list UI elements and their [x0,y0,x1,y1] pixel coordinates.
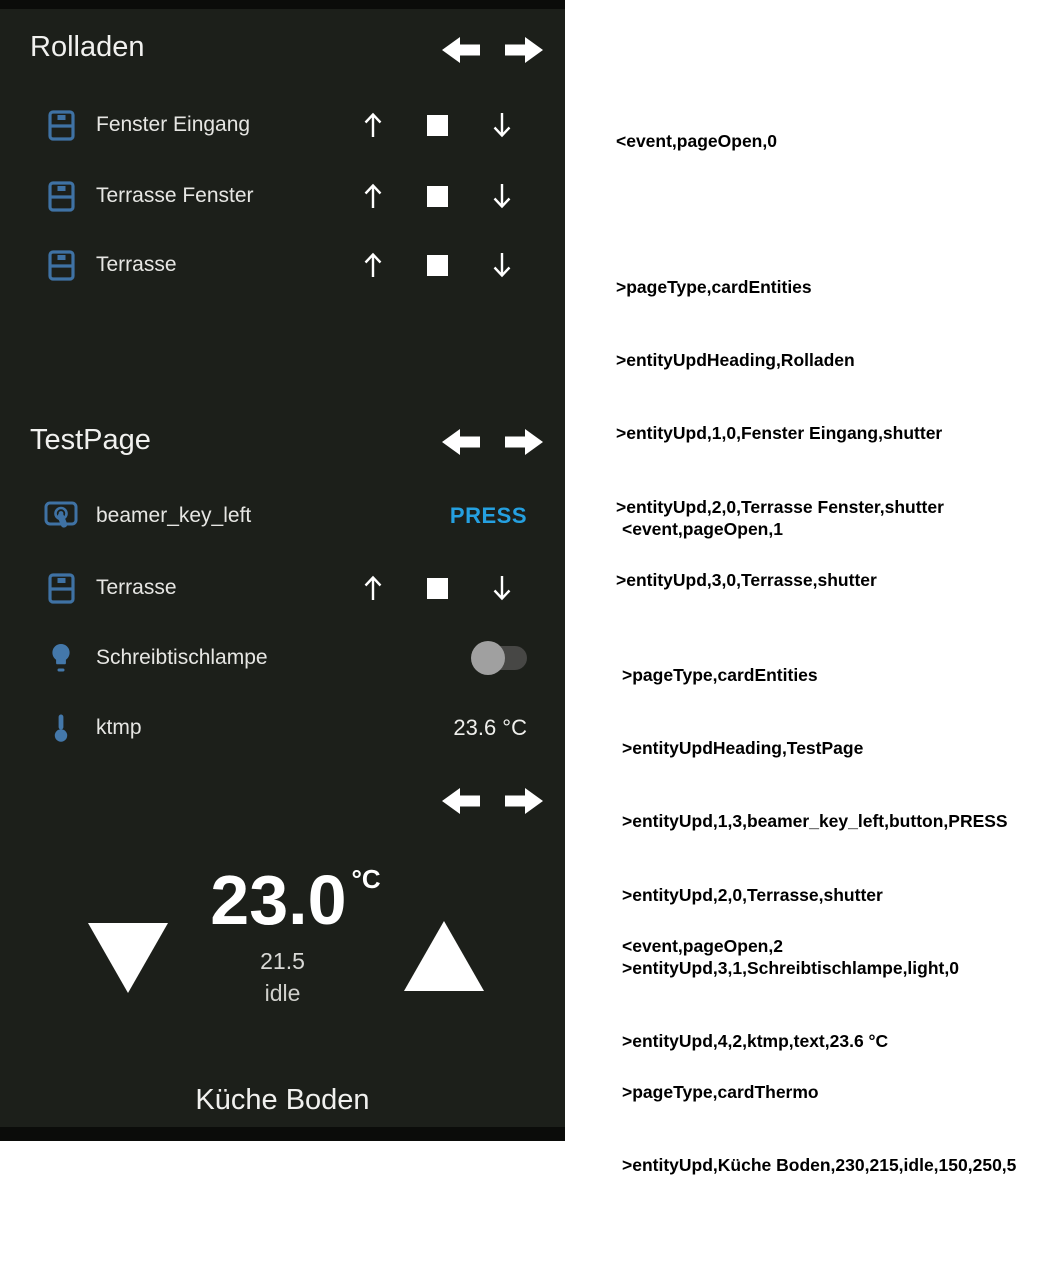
up-arrow-icon [361,181,385,211]
entity-value: 23.6 °C [453,715,527,740]
log-block-page2 [622,885,1016,1275]
stop-square-icon [427,255,448,276]
nav-right-button[interactable] [505,786,543,816]
arrow-left-icon [442,786,480,816]
nav-left-button[interactable] [442,35,480,65]
shutter-up-button[interactable] [361,573,385,603]
arrow-left-icon [442,427,480,457]
temperature-unit: °C [351,864,381,894]
stop-square-icon [427,578,448,599]
arrow-right-icon [505,427,543,457]
log-line: >entityUpdHeading,TestPage [622,738,864,759]
log-line: >entityUpd,Küche Boden,230,215,idle,150,250,5 [622,1155,1017,1176]
log-line: >entityUpd,4,2,ktmp,text,23.6 °C [622,1030,889,1051]
log-line: >pageType,cardEntities [616,276,812,297]
entity-row [44,705,527,751]
log-event-line: <event,pageOpen,2 [622,935,783,956]
entity-row [44,493,527,539]
nav-right-button[interactable] [505,35,543,65]
log-line: >entityUpd,1,3,beamer_key_left,button,PRESS [622,811,1008,832]
thermometer-icon [44,712,78,744]
log-line: >pageType,cardThermo [622,1081,819,1102]
log-line: >entityUpd,3,0,Terrasse,shutter [616,569,877,590]
page-nav [442,35,543,65]
shutter-stop-button[interactable] [426,255,450,276]
entity-label: Fenster Eingang [96,113,251,136]
bottom-bezel [0,1127,565,1141]
entity-row [44,173,527,219]
log-line: >entityUpdHeading,Rolladen [616,350,855,371]
down-arrow-icon [490,110,514,140]
current-temperature [0,843,565,939]
shutter-up-button[interactable] [361,250,385,280]
entity-row [44,242,527,288]
page-title: TestPage [30,424,151,456]
stop-square-icon [427,186,448,207]
up-arrow-icon [361,110,385,140]
down-arrow-icon [490,181,514,211]
top-bezel [0,0,565,9]
stop-square-icon [427,115,448,136]
entity-label: Terrasse [96,576,177,599]
tap-button-icon [44,500,78,532]
entity-row [44,565,527,611]
shutter-controls [361,242,514,288]
nav-right-button[interactable] [505,427,543,457]
log-line: >entityUpd,3,1,Schreibtischlampe,light,0 [622,957,959,978]
log-response [622,1031,1016,1226]
arrow-left-icon [442,35,480,65]
nav-left-button[interactable] [442,427,480,457]
log-line: >entityUpd,2,0,Terrasse Fenster,shutter [616,496,944,517]
thermostat-status: idle [264,980,301,1006]
target-temperature: 21.5 [260,948,305,974]
shutter-controls [361,173,514,219]
shutter-icon [44,573,78,604]
shutter-down-button[interactable] [490,250,514,280]
log-line: >entityUpd,2,0,Terrasse,shutter [622,884,883,905]
light-toggle[interactable] [471,641,527,675]
shutter-down-button[interactable] [490,181,514,211]
shutter-down-button[interactable] [490,110,514,140]
current-temperature-value: 23.0 [210,861,347,939]
down-arrow-icon [490,573,514,603]
shutter-icon [44,250,78,281]
page-title: Rolladen [30,31,145,63]
log-line: >pageType,cardEntities [622,664,818,685]
shutter-icon [44,110,78,141]
entity-label: ktmp [96,716,142,739]
log-event-line: <event,pageOpen,0 [616,130,777,151]
press-button[interactable]: PRESS [449,503,527,528]
arrow-right-icon [505,35,543,65]
shutter-down-button[interactable] [490,573,514,603]
shutter-stop-button[interactable] [426,578,450,599]
entity-label: Schreibtischlampe [96,646,268,669]
shutter-up-button[interactable] [361,110,385,140]
nav-left-button[interactable] [442,786,480,816]
page-nav [442,427,543,457]
entity-label: beamer_key_left [96,504,252,527]
page-nav [442,786,543,816]
toggle-knob [471,641,505,675]
log-line: >entityUpd,1,0,Fenster Eingang,shutter [616,423,943,444]
log-event-line: <event,pageOpen,1 [622,518,783,539]
shutter-stop-button[interactable] [426,115,450,136]
shutter-controls [361,565,514,611]
shutter-stop-button[interactable] [426,186,450,207]
up-arrow-icon [361,250,385,280]
thermostat-name: Küche Boden [195,1084,370,1116]
shutter-controls [361,102,514,148]
arrow-right-icon [505,786,543,816]
shutter-up-button[interactable] [361,181,385,211]
entity-label: Terrasse [96,253,177,276]
down-arrow-icon [490,250,514,280]
entity-row [44,635,527,681]
lightbulb-icon [44,643,78,673]
entity-row [44,102,527,148]
entity-label: Terrasse Fenster [96,184,254,207]
shutter-icon [44,181,78,212]
up-arrow-icon [361,573,385,603]
panel-display [0,0,565,1141]
